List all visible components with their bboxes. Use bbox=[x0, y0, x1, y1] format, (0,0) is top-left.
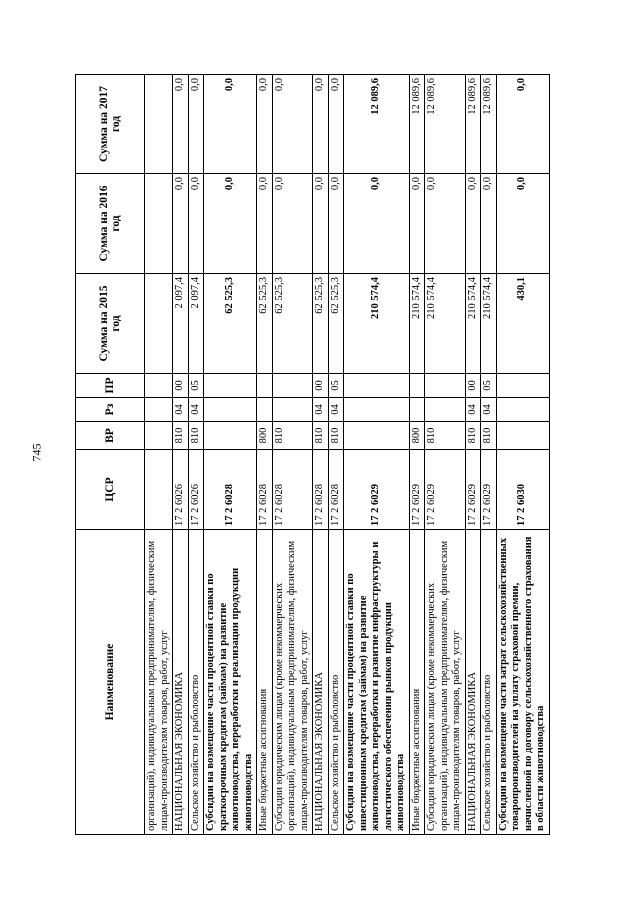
table-row bbox=[272, 75, 313, 835]
cell-rz: 04 bbox=[173, 398, 189, 422]
cell-csr: 17 2 6029 bbox=[409, 450, 425, 530]
cell-name: Сельское хозяйство и рыболовство bbox=[328, 530, 344, 835]
cell-sum-2017: 12 089,6 bbox=[465, 75, 481, 174]
cell-csr: 17 2 6029 bbox=[481, 450, 497, 530]
cell-sum-2016: 0,0 bbox=[173, 174, 189, 274]
cell-sum-2016: 0,0 bbox=[425, 174, 466, 274]
cell-pr: 05 bbox=[188, 374, 204, 398]
cell-rz bbox=[145, 398, 173, 422]
header-row bbox=[76, 75, 145, 835]
cell-vr: 810 bbox=[272, 422, 313, 450]
cell-sum-2015: 210 574,4 bbox=[465, 274, 481, 374]
cell-csr: 17 2 6028 bbox=[313, 450, 329, 530]
table-row bbox=[481, 75, 497, 835]
cell-sum-2016: 0,0 bbox=[204, 174, 257, 274]
cell-vr bbox=[145, 422, 173, 450]
cell-sum-2015: 62 525,3 bbox=[328, 274, 344, 374]
cell-sum-2015: 62 525,3 bbox=[257, 274, 273, 374]
cell-vr bbox=[496, 422, 549, 450]
table-row bbox=[425, 75, 466, 835]
cell-name: Субсидии на возмещение части процентной ставки по краткосрочным кредитам (займам) на развитие животноводства, переработки и реализации продукции животноводства bbox=[204, 530, 257, 835]
cell-sum-2017: 12 089,6 bbox=[409, 75, 425, 174]
table-row bbox=[145, 75, 173, 835]
cell-csr: 17 2 6028 bbox=[272, 450, 313, 530]
cell-sum-2017: 12 089,6 bbox=[481, 75, 497, 174]
cell-rz bbox=[344, 398, 410, 422]
cell-sum-2016: 0,0 bbox=[465, 174, 481, 274]
cell-name: Субсидии юридическим лицам (кроме некоммерческих организаций), индивидуальным предпринимателям, физическим лицам-производителям товаров, работ, услуг bbox=[272, 530, 313, 835]
cell-vr bbox=[344, 422, 410, 450]
cell-csr: 17 2 6026 bbox=[173, 450, 189, 530]
cell-rz: 04 bbox=[188, 398, 204, 422]
cell-rz bbox=[409, 398, 425, 422]
cell-csr: 17 2 6029 bbox=[344, 450, 410, 530]
cell-pr bbox=[272, 374, 313, 398]
cell-name: Иные бюджетные ассигнования bbox=[409, 530, 425, 835]
cell-pr bbox=[145, 374, 173, 398]
cell-csr: 17 2 6026 bbox=[188, 450, 204, 530]
cell-csr: 17 2 6028 bbox=[204, 450, 257, 530]
header-sum-2016: Сумма на 2016 год bbox=[76, 174, 145, 274]
cell-csr: 17 2 6028 bbox=[257, 450, 273, 530]
header-sum-2015: Сумма на 2015 год bbox=[76, 274, 145, 374]
cell-sum-2015: 62 525,3 bbox=[272, 274, 313, 374]
cell-rz bbox=[425, 398, 466, 422]
cell-name: НАЦИОНАЛЬНАЯ ЭКОНОМИКА bbox=[313, 530, 329, 835]
cell-pr bbox=[425, 374, 466, 398]
cell-name: Субсидии юридическим лицам (кроме некоммерческих организаций), индивидуальным предпринимателям, физическим лицам-производителям товаров, работ, услуг bbox=[425, 530, 466, 835]
cell-pr bbox=[496, 374, 549, 398]
cell-pr: 00 bbox=[313, 374, 329, 398]
table-row bbox=[188, 75, 204, 835]
table-row bbox=[344, 75, 410, 835]
cell-sum-2016: 0,0 bbox=[188, 174, 204, 274]
cell-sum-2017: 0,0 bbox=[496, 75, 549, 174]
cell-sum-2017: 0,0 bbox=[313, 75, 329, 174]
cell-sum-2015 bbox=[145, 274, 173, 374]
cell-vr: 810 bbox=[465, 422, 481, 450]
cell-name: Сельское хозяйство и рыболовство bbox=[481, 530, 497, 835]
cell-csr: 17 2 6028 bbox=[328, 450, 344, 530]
header-sum-2017: Сумма на 2017 год bbox=[76, 75, 145, 174]
table-row bbox=[465, 75, 481, 835]
cell-sum-2015: 62 525,3 bbox=[313, 274, 329, 374]
table-row bbox=[496, 75, 549, 835]
cell-sum-2017: 0,0 bbox=[173, 75, 189, 174]
cell-rz: 04 bbox=[313, 398, 329, 422]
cell-sum-2016: 0,0 bbox=[481, 174, 497, 274]
cell-sum-2017: 0,0 bbox=[257, 75, 273, 174]
cell-vr: 800 bbox=[257, 422, 273, 450]
cell-sum-2017 bbox=[145, 75, 173, 174]
cell-pr bbox=[409, 374, 425, 398]
cell-vr: 810 bbox=[188, 422, 204, 450]
table-row bbox=[204, 75, 257, 835]
cell-rz: 04 bbox=[481, 398, 497, 422]
cell-vr: 810 bbox=[313, 422, 329, 450]
cell-sum-2017: 0,0 bbox=[272, 75, 313, 174]
cell-vr: 810 bbox=[425, 422, 466, 450]
cell-sum-2016: 0,0 bbox=[313, 174, 329, 274]
cell-sum-2015: 430,1 bbox=[496, 274, 549, 374]
cell-csr bbox=[145, 450, 173, 530]
cell-sum-2016 bbox=[145, 174, 173, 274]
cell-sum-2016: 0,0 bbox=[328, 174, 344, 274]
cell-csr: 17 2 6029 bbox=[425, 450, 466, 530]
cell-vr: 810 bbox=[328, 422, 344, 450]
rotated-table-container bbox=[75, 75, 550, 835]
cell-sum-2016: 0,0 bbox=[409, 174, 425, 274]
cell-rz: 04 bbox=[328, 398, 344, 422]
cell-sum-2016: 0,0 bbox=[344, 174, 410, 274]
cell-name: НАЦИОНАЛЬНАЯ ЭКОНОМИКА bbox=[173, 530, 189, 835]
table-row bbox=[173, 75, 189, 835]
cell-sum-2015: 210 574,4 bbox=[409, 274, 425, 374]
cell-sum-2015: 210 574,4 bbox=[425, 274, 466, 374]
cell-sum-2016: 0,0 bbox=[496, 174, 549, 274]
table-row bbox=[313, 75, 329, 835]
cell-name: Субсидии на возмещение части процентной ставки по инвестиционным кредитам (займам) на развитие животноводства, переработки и развитие инфраструктуры и логистического обеспечения рынков продукции животноводства bbox=[344, 530, 410, 835]
cell-vr: 810 bbox=[481, 422, 497, 450]
cell-csr: 17 2 6030 bbox=[496, 450, 549, 530]
cell-sum-2015: 2 097,4 bbox=[188, 274, 204, 374]
cell-pr bbox=[257, 374, 273, 398]
cell-sum-2017: 0,0 bbox=[204, 75, 257, 174]
header-rz: Рз bbox=[76, 398, 145, 422]
cell-vr bbox=[204, 422, 257, 450]
cell-sum-2015: 210 574,4 bbox=[481, 274, 497, 374]
cell-pr: 00 bbox=[173, 374, 189, 398]
header-name: Наименование bbox=[76, 530, 145, 835]
cell-rz bbox=[204, 398, 257, 422]
cell-rz bbox=[257, 398, 273, 422]
cell-name: организаций), индивидуальным предпринимателям, физическим лицам-производителям товаров, работ, услуг bbox=[145, 530, 173, 835]
cell-name: Иные бюджетные ассигнования bbox=[257, 530, 273, 835]
cell-rz: 04 bbox=[465, 398, 481, 422]
header-csr: ЦСР bbox=[76, 450, 145, 530]
cell-pr: 05 bbox=[481, 374, 497, 398]
cell-sum-2016: 0,0 bbox=[272, 174, 313, 274]
cell-csr: 17 2 6029 bbox=[465, 450, 481, 530]
cell-vr: 810 bbox=[173, 422, 189, 450]
cell-name: Субсидии на возмещение части затрат сельскохозяйственных товаропроизводителей на уплату страховой премии, начисленной по договору сельскохозяйственного страхования в области животноводства bbox=[496, 530, 549, 835]
table-row bbox=[328, 75, 344, 835]
cell-rz bbox=[272, 398, 313, 422]
cell-name: НАЦИОНАЛЬНАЯ ЭКОНОМИКА bbox=[465, 530, 481, 835]
cell-sum-2017: 0,0 bbox=[188, 75, 204, 174]
cell-sum-2017: 12 089,6 bbox=[344, 75, 410, 174]
cell-sum-2017: 12 089,6 bbox=[425, 75, 466, 174]
budget-table bbox=[75, 74, 550, 835]
cell-sum-2015: 210 574,4 bbox=[344, 274, 410, 374]
cell-pr: 05 bbox=[328, 374, 344, 398]
header-vr: ВР bbox=[76, 422, 145, 450]
table-body bbox=[145, 75, 550, 835]
cell-rz bbox=[496, 398, 549, 422]
cell-sum-2015: 62 525,3 bbox=[204, 274, 257, 374]
cell-pr bbox=[204, 374, 257, 398]
page-number: 745 bbox=[29, 443, 44, 462]
table-row bbox=[409, 75, 425, 835]
cell-name: Сельское хозяйство и рыболовство bbox=[188, 530, 204, 835]
cell-pr: 00 bbox=[465, 374, 481, 398]
header-pr: ПР bbox=[76, 374, 145, 398]
table-row bbox=[257, 75, 273, 835]
cell-sum-2015: 2 097,4 bbox=[173, 274, 189, 374]
cell-sum-2016: 0,0 bbox=[257, 174, 273, 274]
cell-vr: 800 bbox=[409, 422, 425, 450]
cell-pr bbox=[344, 374, 410, 398]
cell-sum-2017: 0,0 bbox=[328, 75, 344, 174]
